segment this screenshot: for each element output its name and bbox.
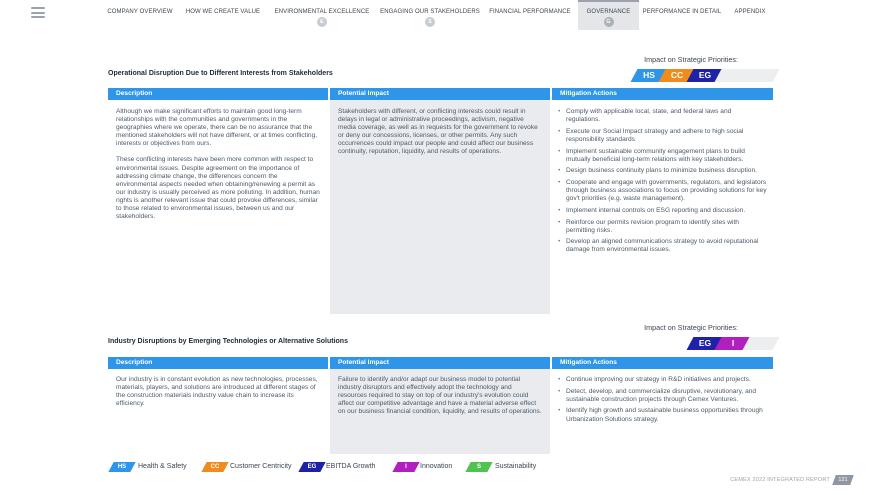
nav-governance[interactable]: GOVERNANCE G xyxy=(578,0,639,30)
nav-company-overview[interactable]: COMPANY OVERVIEW xyxy=(107,9,173,15)
impact-paragraph: Stakeholders with different, or conflicting interests could result in delays in legal or administrative proceedings, activism, negative media coverage, as well as in requests for the government to revoke or deny our concessions, licenses, or other permits. Any such occurrences could impact our people and could affect our business continuity, reputation, liquidity, and results of operations. xyxy=(338,108,538,156)
list-item: • Cooperate and engage with governments, regulators, and legislators through business associations to focus on providing solutions for key gov't priorities (e.g. waste management). xyxy=(558,179,767,203)
description-text xyxy=(108,369,328,454)
legend-label: Sustainability xyxy=(495,463,537,470)
report-footer: CEMEX 2022 INTEGRATED REPORT xyxy=(730,477,830,483)
potential-impact-text xyxy=(330,369,550,454)
column-header-description: Description xyxy=(108,357,328,369)
impact-label: Impact on Strategic Priorities: xyxy=(644,323,738,332)
description-paragraph: Our industry is in constant evolution as new technologies, processes, materials, players, and solutions are introduced at different stages of the construction materials industry value chain to increase its efficiency. xyxy=(116,376,318,408)
tag-eg: EG xyxy=(687,337,724,350)
legend-tag-i: I xyxy=(392,462,419,472)
nav-appendix[interactable]: APPENDIX xyxy=(734,9,766,15)
tag-i: I xyxy=(715,337,752,350)
menu-icon[interactable] xyxy=(31,7,45,18)
column-header-potential-impact: Potential Impact xyxy=(330,88,550,100)
impact-paragraph: Failure to identify and/or adapt our business model to potential industry disruptors and effectively adopt the technology and resources required to stay on top of our industry's evolution could affect our competitive advantage and have a material adverse effect on our business financial condition, liquidity, and results of operations. xyxy=(338,376,542,416)
page-number: 121 xyxy=(832,475,854,485)
governance-badge-icon: G xyxy=(604,17,614,27)
section-title: Industry Disruptions by Emerging Technologies or Alternative Solutions xyxy=(108,338,348,345)
list-item: • Identify high growth and sustainable business opportunities through Urbanization Solutions strategy. xyxy=(558,407,767,423)
legend-label: Health & Safety xyxy=(138,463,187,470)
tag-hs: HS xyxy=(631,69,668,82)
legend-tag-s: S xyxy=(465,462,492,472)
environmental-badge-icon: E xyxy=(317,17,327,27)
strategic-priority-tags xyxy=(634,69,774,82)
mitigation-actions-list xyxy=(552,369,773,454)
strategic-priority-tags xyxy=(690,337,774,350)
column-header-mitigation-actions: Mitigation Actions xyxy=(552,88,773,100)
column-header-description: Description xyxy=(108,88,328,100)
list-item: • Implement sustainable community engagement plans to build mutually beneficial long-term relations with key stakeholders. xyxy=(558,148,767,164)
nav-engaging-stakeholders[interactable]: ENGAGING OUR STAKEHOLDERS S xyxy=(380,9,480,25)
list-item: • Detect, develop, and commercialize disruptive, revolutionary, and sustainable construction projects through Cemex Ventures. xyxy=(558,388,767,404)
nav-financial-performance[interactable]: FINANCIAL PERFORMANCE xyxy=(489,9,571,15)
mitigation-actions-list xyxy=(552,100,773,314)
legend-label: EBITDA Growth xyxy=(326,463,376,470)
list-item: • Reinforce our permits revision program to identify sites with permitting risks. xyxy=(558,219,767,235)
social-badge-icon: S xyxy=(425,17,435,27)
top-nav xyxy=(100,0,880,30)
legend-label: Innovation xyxy=(420,463,453,470)
nav-environmental-excellence[interactable]: ENVIRONMENTAL EXCELLENCE E xyxy=(274,9,370,25)
list-item: • Comply with applicable local, state, and federal laws and regulations. xyxy=(558,108,767,124)
section-title: Operational Disruption Due to Different Interests from Stakeholders xyxy=(108,70,333,77)
legend-tag-hs: HS xyxy=(108,462,135,472)
tag-eg: EG xyxy=(687,69,724,82)
list-item: • Continue improving our strategy in R&D initiatives and projects. xyxy=(558,376,767,384)
list-item: • Implement internal controls on ESG reporting and discussion. xyxy=(558,207,767,215)
column-header-potential-impact: Potential Impact xyxy=(330,357,550,369)
legend-tag-eg: EG xyxy=(298,462,325,472)
description-paragraph: These conflicting interests have been more common with respect to environmental issues. Despite agreement on the importance of addressing climate change, the differences concern the environmental aspects needed when obtaining/renewing a permit as our industry is usually perceived as more polluting. In addition, human rights is another relevant issue that could provoke differences, similar to those related to environmental issues, between us and our stakeholders. xyxy=(116,156,320,221)
legend-label: Customer Centricity xyxy=(230,463,292,470)
legend-tag-cc: CC xyxy=(201,462,228,472)
nav-how-we-create-value[interactable]: HOW WE CREATE VALUE xyxy=(185,9,261,15)
tag-cc: CC xyxy=(659,69,696,82)
column-header-mitigation-actions: Mitigation Actions xyxy=(552,357,773,369)
nav-performance-in-detail[interactable]: PERFORMANCE IN DETAIL xyxy=(642,9,722,15)
list-item: • Design business continuity plans to minimize business disruption. xyxy=(558,167,767,175)
description-text xyxy=(108,100,328,314)
tag-empty xyxy=(743,69,780,82)
list-item: • Develop an aligned communications strategy to avoid reputational damage from environmental issues. xyxy=(558,238,767,254)
list-item: • Execute our Social Impact strategy and adhere to high social responsibility standards xyxy=(558,128,767,144)
description-paragraph: Although we make significant efforts to maintain good long-term relationships with the communities and governments in the geographies where we operate, there can be no assurance that the mentioned stakeholders will not have different, or at times conflicting, interests or objectives from ours. xyxy=(116,108,318,148)
potential-impact-text xyxy=(330,100,550,314)
impact-label: Impact on Strategic Priorities: xyxy=(644,55,738,64)
tag-empty xyxy=(743,337,780,350)
